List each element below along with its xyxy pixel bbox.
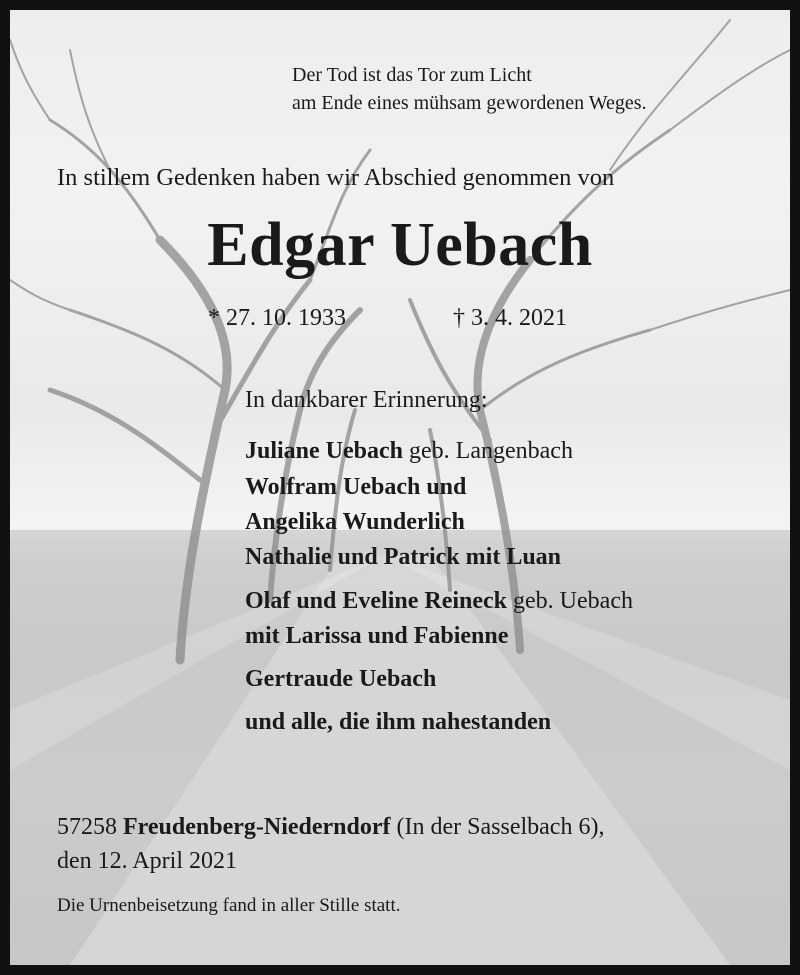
death-date: † 3. 4. 2021 [453,305,567,331]
mourner-line: Angelika Wunderlich [245,509,465,535]
birth-date: * 27. 10. 1933 [208,305,346,331]
mourner-line: und alle, die ihm nahestanden [245,709,552,735]
mourner-line: Gertraude Uebach [245,666,437,692]
burial-note: Die Urnenbeisetzung fand in aller Stille statt. [57,895,401,916]
date-line: den 12. April 2021 [57,848,237,874]
mourner-line: Wolfram Uebach und [245,474,467,500]
address-line: 57258 Freudenberg-Niederndorf (In der Sasselbach 6), [57,814,605,840]
mourner-line: Nathalie und Patrick mit Luan [245,544,562,570]
quote-line-2: am Ende eines mühsam gewordenen Weges. [292,92,647,114]
memory-heading: In dankbarer Erinnerung: [245,387,488,413]
intro-text: In stillem Gedenken haben wir Abschied genommen von [57,164,615,191]
mourner-line: Olaf und Eveline Reineck geb. Uebach [245,588,633,614]
mourner-line: Juliane Uebach geb. Langenbach [245,438,573,464]
quote-line-1: Der Tod ist das Tor zum Licht [292,64,532,86]
mourner-line: mit Larissa und Fabienne [245,623,509,649]
deceased-name: Edgar Uebach [207,211,593,279]
